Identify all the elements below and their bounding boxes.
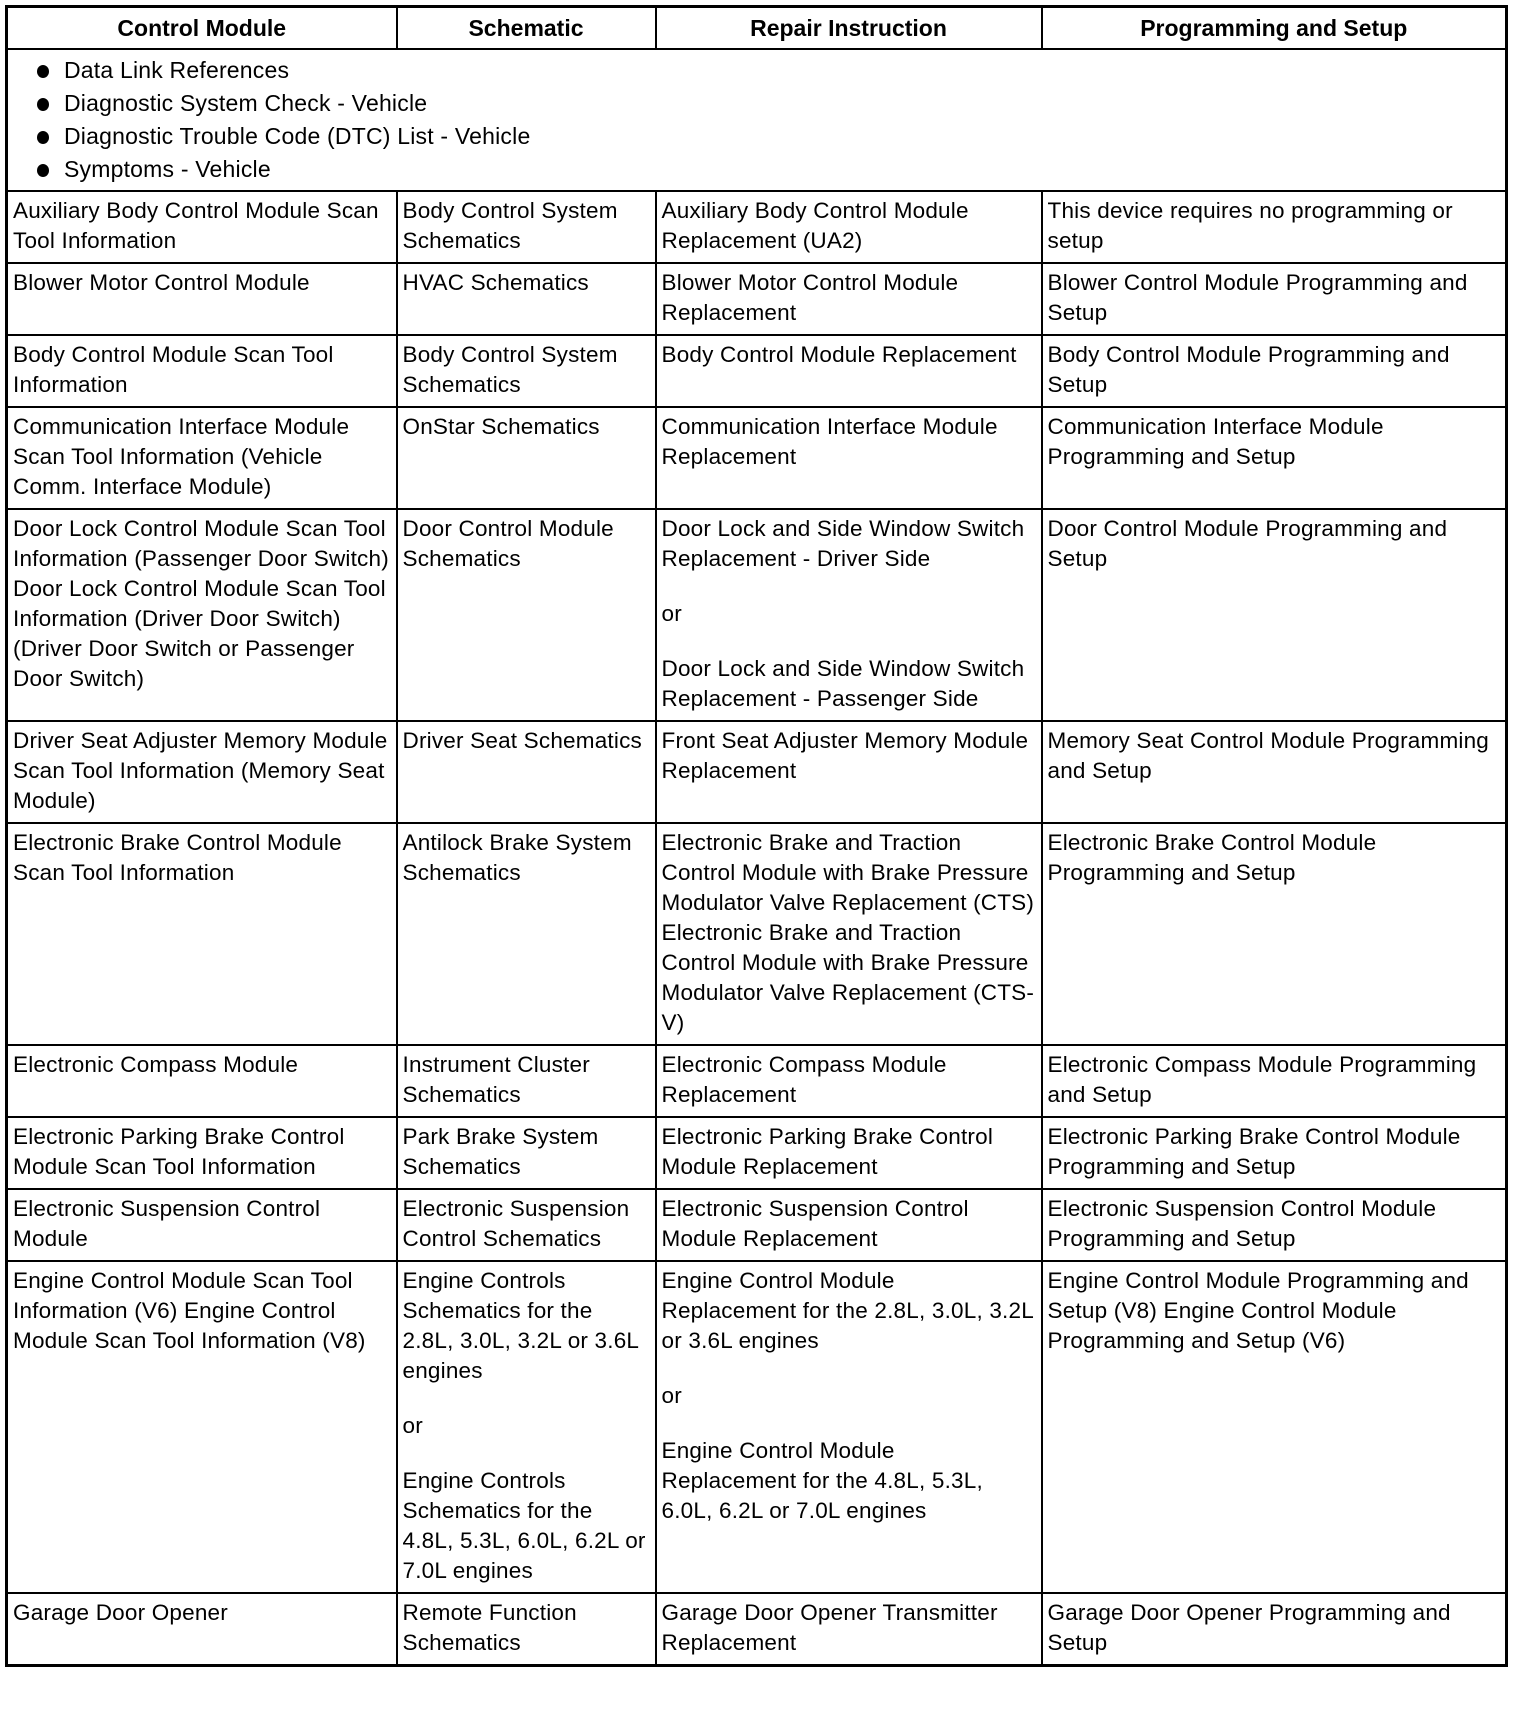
control-module-link[interactable]: Communication Interface Module Scan Tool Information (Vehicle Comm. Interface Module) bbox=[13, 414, 350, 499]
schematic-link[interactable]: Antilock Brake System Schematics bbox=[402, 830, 632, 885]
programming-and-setup-link[interactable]: Communication Interface Module Programming and Setup bbox=[1047, 414, 1384, 469]
schematic-link[interactable]: Driver Seat Schematics bbox=[402, 728, 642, 753]
header-programming-and-setup: Programming and Setup bbox=[1042, 7, 1507, 50]
reference-list bbox=[8, 50, 1505, 190]
control-module-cell bbox=[7, 509, 397, 721]
control-module-reference-table bbox=[5, 5, 1508, 1667]
references-row bbox=[7, 49, 1507, 191]
schematic-link[interactable]: Remote Function Schematics bbox=[402, 1600, 577, 1655]
header-row bbox=[7, 7, 1507, 50]
programming-and-setup-link[interactable]: Garage Door Opener Programming and Setup bbox=[1047, 1600, 1451, 1655]
schematic-link[interactable]: HVAC Schematics bbox=[402, 270, 589, 295]
control-module-cell bbox=[7, 1045, 397, 1117]
bullet-icon bbox=[37, 164, 49, 177]
reference-label: Symptoms - Vehicle bbox=[64, 156, 271, 182]
repair-instruction-link[interactable]: Blower Motor Control Module Replacement bbox=[661, 270, 959, 325]
bullet-icon bbox=[37, 98, 49, 111]
programming-and-setup-cell bbox=[1042, 335, 1507, 407]
table-row bbox=[7, 823, 1507, 1045]
programming-and-setup-link[interactable]: Engine Control Module Programming and Setup (V8) Engine Control Module Programming and Setup (V6) bbox=[1047, 1268, 1469, 1353]
table-row bbox=[7, 1045, 1507, 1117]
programming-and-setup-cell bbox=[1042, 1593, 1507, 1666]
schematic-link[interactable]: Body Control System Schematics bbox=[402, 198, 618, 253]
repair-instruction-cell bbox=[656, 1189, 1042, 1261]
reference-label: Diagnostic Trouble Code (DTC) List - Vehicle bbox=[64, 123, 531, 149]
programming-and-setup-cell bbox=[1042, 721, 1507, 823]
schematic-cell bbox=[397, 1261, 656, 1593]
programming-and-setup-cell bbox=[1042, 1045, 1507, 1117]
table-row bbox=[7, 407, 1507, 509]
bullet-icon bbox=[37, 131, 49, 144]
control-module-link[interactable]: Electronic Compass Module bbox=[13, 1052, 299, 1077]
control-module-link[interactable]: Body Control Module Scan Tool Information bbox=[13, 342, 334, 397]
repair-instruction-link[interactable]: Electronic Parking Brake Control Module Replacement bbox=[661, 1124, 994, 1179]
schematic-link[interactable]: Park Brake System Schematics bbox=[402, 1124, 599, 1179]
control-module-cell bbox=[7, 335, 397, 407]
repair-instruction-link[interactable]: Door Lock and Side Window Switch Replacement - Driver Side bbox=[661, 516, 1025, 571]
schematic-cell bbox=[397, 721, 656, 823]
reference-link[interactable] bbox=[30, 54, 1505, 87]
schematic-cell bbox=[397, 407, 656, 509]
repair-instruction-link[interactable]: Body Control Module Replacement bbox=[661, 342, 1017, 367]
repair-instruction-link[interactable]: Electronic Suspension Control Module Replacement bbox=[661, 1196, 969, 1251]
schematic-link[interactable]: OnStar Schematics bbox=[402, 414, 600, 439]
control-module-link[interactable]: Driver Seat Adjuster Memory Module Scan Tool Information (Memory Seat Module) bbox=[13, 728, 388, 813]
table-row bbox=[7, 1189, 1507, 1261]
programming-and-setup-link[interactable]: Memory Seat Control Module Programming and Setup bbox=[1047, 728, 1490, 783]
schematic-link[interactable]: Engine Controls Schematics for the 4.8L, 5.3L, 6.0L, 6.2L or 7.0L engines bbox=[402, 1468, 646, 1583]
schematic-link[interactable]: Electronic Suspension Control Schematics bbox=[402, 1196, 630, 1251]
programming-and-setup-cell bbox=[1042, 509, 1507, 721]
table-row bbox=[7, 1261, 1507, 1593]
repair-instruction-link[interactable]: Electronic Brake and Traction Control Module with Brake Pressure Modulator Valve Replacement (CTS) Electronic Brake and Traction Control Module with Brake Pressure Modulator Valve Replacement (CTS-V) bbox=[661, 830, 1035, 1035]
schematic-link[interactable]: Engine Controls Schematics for the 2.8L, 3.0L, 3.2L or 3.6L engines bbox=[402, 1268, 639, 1383]
control-module-link[interactable]: Auxiliary Body Control Module Scan Tool Information bbox=[13, 198, 379, 253]
programming-and-setup-cell bbox=[1042, 1261, 1507, 1593]
repair-instruction-cell bbox=[656, 191, 1042, 263]
programming-and-setup-link[interactable]: This device requires no programming or setup bbox=[1047, 198, 1453, 253]
programming-and-setup-link[interactable]: Blower Control Module Programming and Setup bbox=[1047, 270, 1468, 325]
reference-label: Diagnostic System Check - Vehicle bbox=[64, 90, 428, 116]
programming-and-setup-link[interactable]: Electronic Brake Control Module Programming and Setup bbox=[1047, 830, 1377, 885]
control-module-link[interactable]: Door Lock Control Module Scan Tool Information (Passenger Door Switch) Door Lock Control Module Scan Tool Information (Driver Door Switch) (Driver Door Switch or Passenger Door Switch) bbox=[13, 516, 389, 691]
repair-instruction-link[interactable]: Engine Control Module Replacement for the 2.8L, 3.0L, 3.2L or 3.6L engines bbox=[661, 1268, 1034, 1353]
repair-instruction-link[interactable]: Garage Door Opener Transmitter Replacement bbox=[661, 1600, 998, 1655]
repair-instruction-link[interactable]: Auxiliary Body Control Module Replacement (UA2) bbox=[661, 198, 969, 253]
control-module-link[interactable]: Blower Motor Control Module bbox=[13, 270, 310, 295]
table-row bbox=[7, 1593, 1507, 1666]
repair-instruction-cell bbox=[656, 721, 1042, 823]
control-module-cell bbox=[7, 1593, 397, 1666]
control-module-cell bbox=[7, 263, 397, 335]
table-row bbox=[7, 263, 1507, 335]
schematic-link[interactable]: Instrument Cluster Schematics bbox=[402, 1052, 590, 1107]
programming-and-setup-cell bbox=[1042, 1117, 1507, 1189]
repair-instruction-link[interactable]: Electronic Compass Module Replacement bbox=[661, 1052, 947, 1107]
programming-and-setup-cell bbox=[1042, 263, 1507, 335]
schematic-cell bbox=[397, 1189, 656, 1261]
reference-label: Data Link References bbox=[64, 57, 290, 83]
reference-link[interactable] bbox=[30, 87, 1505, 120]
reference-link[interactable] bbox=[30, 153, 1505, 186]
control-module-link[interactable]: Garage Door Opener bbox=[13, 1600, 228, 1625]
schematic-cell bbox=[397, 191, 656, 263]
repair-instruction-link[interactable]: Engine Control Module Replacement for the 4.8L, 5.3L, 6.0L, 6.2L or 7.0L engines bbox=[661, 1438, 983, 1523]
programming-and-setup-link[interactable]: Electronic Suspension Control Module Programming and Setup bbox=[1047, 1196, 1437, 1251]
table-row bbox=[7, 335, 1507, 407]
control-module-link[interactable]: Engine Control Module Scan Tool Information (V6) Engine Control Module Scan Tool Information (V8) bbox=[13, 1268, 366, 1353]
header-schematic: Schematic bbox=[397, 7, 656, 50]
schematic-link[interactable]: Body Control System Schematics bbox=[402, 342, 618, 397]
control-module-cell bbox=[7, 1261, 397, 1593]
table-row bbox=[7, 509, 1507, 721]
table-row bbox=[7, 1117, 1507, 1189]
control-module-cell bbox=[7, 1117, 397, 1189]
schematic-link[interactable]: Door Control Module Schematics bbox=[402, 516, 614, 571]
schematic-cell bbox=[397, 263, 656, 335]
bullet-icon bbox=[37, 65, 49, 78]
programming-and-setup-cell bbox=[1042, 823, 1507, 1045]
repair-instruction-cell bbox=[656, 509, 1042, 721]
control-module-cell bbox=[7, 1189, 397, 1261]
programming-and-setup-link[interactable]: Electronic Parking Brake Control Module Programming and Setup bbox=[1047, 1124, 1461, 1179]
control-module-link[interactable]: Electronic Suspension Control Module bbox=[13, 1196, 321, 1251]
programming-and-setup-link[interactable]: Electronic Compass Module Programming and Setup bbox=[1047, 1052, 1477, 1107]
repair-instruction-cell bbox=[656, 1117, 1042, 1189]
header-control-module: Control Module bbox=[7, 7, 397, 50]
programming-and-setup-cell bbox=[1042, 191, 1507, 263]
repair-instruction-cell bbox=[656, 1261, 1042, 1593]
control-module-link[interactable]: Electronic Parking Brake Control Module Scan Tool Information bbox=[13, 1124, 345, 1179]
or-separator: or bbox=[661, 601, 682, 626]
or-separator: or bbox=[661, 1383, 682, 1408]
schematic-cell bbox=[397, 509, 656, 721]
repair-instruction-cell bbox=[656, 407, 1042, 509]
header-repair-instruction: Repair Instruction bbox=[656, 7, 1042, 50]
control-module-cell bbox=[7, 407, 397, 509]
repair-instruction-cell bbox=[656, 1045, 1042, 1117]
repair-instruction-link[interactable]: Door Lock and Side Window Switch Replacement - Passenger Side bbox=[661, 656, 1025, 711]
schematic-cell bbox=[397, 1117, 656, 1189]
table-row bbox=[7, 191, 1507, 263]
control-module-cell bbox=[7, 191, 397, 263]
programming-and-setup-link[interactable]: Door Control Module Programming and Setup bbox=[1047, 516, 1448, 571]
programming-and-setup-cell bbox=[1042, 407, 1507, 509]
programming-and-setup-cell bbox=[1042, 1189, 1507, 1261]
repair-instruction-link[interactable]: Front Seat Adjuster Memory Module Replacement bbox=[661, 728, 1029, 783]
references-cell bbox=[7, 49, 1507, 191]
control-module-link[interactable]: Electronic Brake Control Module Scan Tool Information bbox=[13, 830, 342, 885]
repair-instruction-cell bbox=[656, 263, 1042, 335]
repair-instruction-cell bbox=[656, 335, 1042, 407]
schematic-cell bbox=[397, 335, 656, 407]
reference-link[interactable] bbox=[30, 120, 1505, 153]
schematic-cell bbox=[397, 1593, 656, 1666]
programming-and-setup-link[interactable]: Body Control Module Programming and Setup bbox=[1047, 342, 1450, 397]
repair-instruction-link[interactable]: Communication Interface Module Replacement bbox=[661, 414, 998, 469]
control-module-cell bbox=[7, 823, 397, 1045]
or-separator: or bbox=[402, 1413, 423, 1438]
table-row bbox=[7, 721, 1507, 823]
schematic-cell bbox=[397, 823, 656, 1045]
control-module-cell bbox=[7, 721, 397, 823]
repair-instruction-cell bbox=[656, 823, 1042, 1045]
repair-instruction-cell bbox=[656, 1593, 1042, 1666]
schematic-cell bbox=[397, 1045, 656, 1117]
